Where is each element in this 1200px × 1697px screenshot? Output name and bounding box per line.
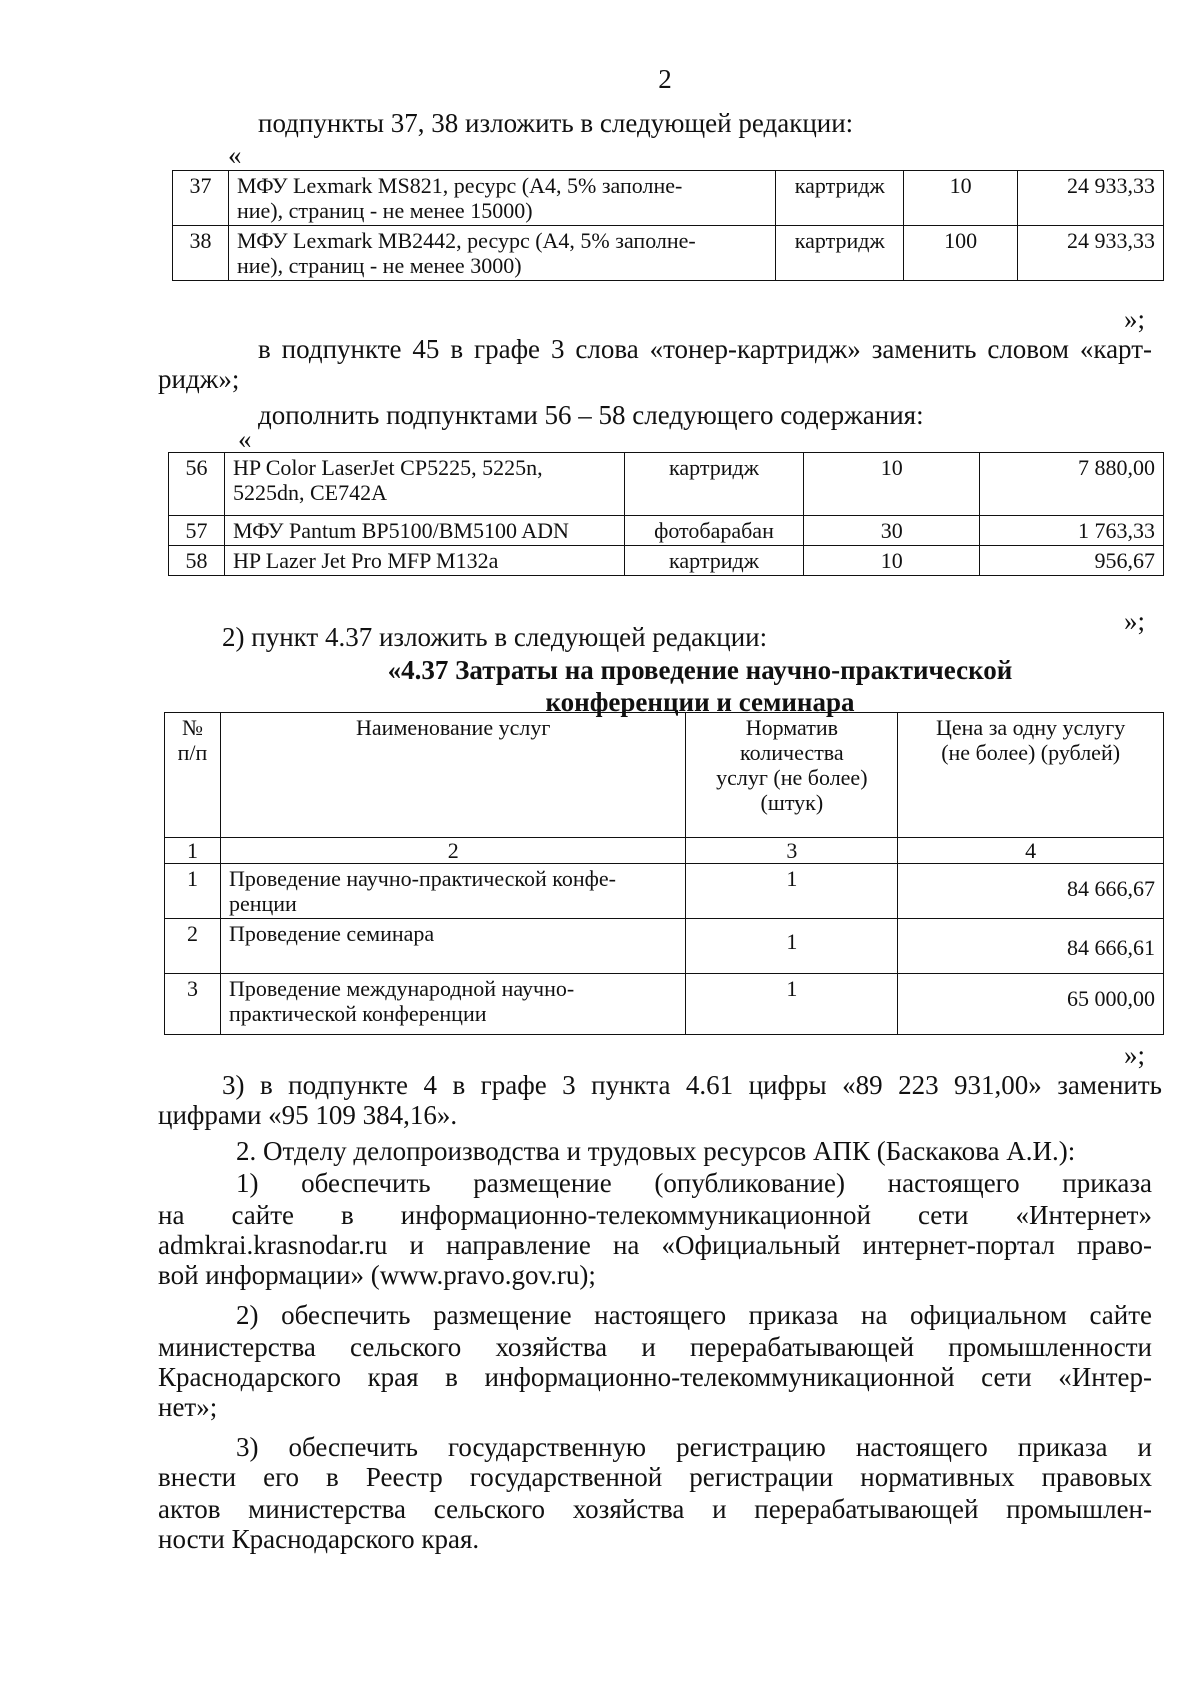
- table-row: [169, 453, 1164, 516]
- cell-unit: картридж: [624, 453, 804, 516]
- cell-price: 956,67: [980, 546, 1164, 576]
- cell-num: 3: [165, 974, 221, 1035]
- name-line: МФУ Lexmark MB2442, ресурс (А4, 5% заполне-: [236, 228, 696, 253]
- cell-price: 7 880,00: [980, 453, 1164, 516]
- para-c-line4: ности Краснодарского края.: [158, 1524, 480, 1554]
- cell-num: 57: [169, 516, 225, 546]
- para-45-line2: ридж»;: [158, 364, 240, 394]
- colnum-2: 2: [220, 838, 685, 864]
- para-b-line1: 2) обеспечить размещение настоящего приказа на официальном сайте: [236, 1300, 1152, 1330]
- colnum-3: 3: [686, 838, 898, 864]
- cell-name: Проведение семинара: [220, 919, 685, 974]
- header-name: Наименование услуг: [220, 713, 685, 838]
- title-line2: конференции и семинара: [545, 687, 855, 717]
- table-row: [169, 546, 1164, 576]
- cell-unit: картридж: [776, 226, 904, 281]
- para-3-line2: цифрами «95 109 384,16».: [158, 1100, 458, 1130]
- table-row: [173, 226, 1164, 281]
- name-line: ние), страниц - не менее 15000): [236, 198, 533, 223]
- table-row: [165, 974, 1164, 1035]
- cell-price: 1 763,33: [980, 516, 1164, 546]
- name-line: 5225dn, CE742A: [232, 480, 387, 505]
- close-quote-1: »;: [1124, 304, 1146, 334]
- cell-name: [228, 226, 775, 281]
- cell-qty: 100: [904, 226, 1018, 281]
- cell-num: 56: [169, 453, 225, 516]
- name-line: МФУ Lexmark MS821, ресурс (А4, 5% заполне-: [236, 173, 683, 198]
- page-number: 2: [658, 64, 672, 94]
- section-title: [250, 654, 1150, 718]
- para-b-line4: нет»;: [158, 1392, 218, 1422]
- cell-qty: 10: [804, 546, 980, 576]
- para-dept: 2. Отделу делопроизводства и трудовых ресурсов АПК (Баскакова А.И.):: [236, 1136, 1076, 1166]
- para-c-line1: 3) обеспечить государственную регистрацию настоящего приказа и: [236, 1432, 1152, 1462]
- close-quote-3: »;: [1124, 1040, 1146, 1070]
- cell-qty: 1: [686, 919, 898, 974]
- open-quote-2: «: [238, 424, 252, 454]
- cell-price: 24 933,33: [1018, 171, 1164, 226]
- table-header-row: [165, 713, 1164, 838]
- intro-37-38: подпункты 37, 38 изложить в следующей редакции:: [258, 108, 854, 138]
- cell-unit: картридж: [624, 546, 804, 576]
- cell-price: 84 666,61: [898, 919, 1164, 974]
- colnum-1: 1: [165, 838, 221, 864]
- para-a-line4: вой информации» (www.pravo.gov.ru);: [158, 1260, 596, 1290]
- open-quote-1: «: [228, 140, 242, 170]
- para-b-line2: министерства сельского хозяйства и перерабатывающей промышленности: [158, 1332, 1152, 1362]
- cell-name: МФУ Pantum BP5100/BM5100 ADN: [224, 516, 624, 546]
- cell-price: 24 933,33: [1018, 226, 1164, 281]
- table-row: [165, 919, 1164, 974]
- cell-name: Проведение международной научно- практической конференции: [220, 974, 685, 1035]
- cell-num: 38: [173, 226, 229, 281]
- cell-name: HP Lazer Jet Pro MFP M132a: [224, 546, 624, 576]
- cell-qty: 30: [804, 516, 980, 546]
- intro-56-58: дополнить подпунктами 56 – 58 следующего содержания:: [258, 400, 924, 430]
- para-a-line1: 1) обеспечить размещение (опубликование) настоящего приказа: [236, 1168, 1152, 1198]
- table-services: [164, 712, 1164, 1035]
- cell-price: 65 000,00: [898, 974, 1164, 1035]
- cell-num: 1: [165, 864, 221, 919]
- table-row: [165, 864, 1164, 919]
- cell-qty: 1: [686, 974, 898, 1035]
- table-colnum-row: [165, 838, 1164, 864]
- cell-num: 37: [173, 171, 229, 226]
- close-quote-2: »;: [1124, 606, 1146, 636]
- table-cartridges-56-58: [168, 452, 1164, 576]
- cell-name: [224, 453, 624, 516]
- cell-num: 2: [165, 919, 221, 974]
- cell-qty: 10: [804, 453, 980, 516]
- name-line: HP Color LaserJet CP5225, 5225n,: [232, 455, 543, 480]
- para-c-line3: актов министерства сельского хозяйства и перерабатывающей промышлен-: [158, 1494, 1152, 1524]
- para-c-line2: внести его в Реестр государственной регистрации нормативных правовых: [158, 1462, 1152, 1492]
- colnum-4: 4: [898, 838, 1164, 864]
- name-line: ние), страниц - не менее 3000): [236, 253, 522, 278]
- cell-num: 58: [169, 546, 225, 576]
- point-4-37: 2) пункт 4.37 изложить в следующей редакции:: [222, 622, 768, 652]
- para-a-line2: на сайте в информационно-телекоммуникационной сети «Интернет»: [158, 1200, 1152, 1230]
- cell-qty: 10: [904, 171, 1018, 226]
- header-num: № п/п: [165, 713, 221, 838]
- cell-unit: фотобарабан: [624, 516, 804, 546]
- cell-unit: картридж: [776, 171, 904, 226]
- title-line1: «4.37 Затраты на проведение научно-практической: [387, 655, 1013, 685]
- para-45-line1: в подпункте 45 в графе 3 слова «тонер-картридж» заменить словом «карт-: [258, 334, 1152, 364]
- para-a-line3: admkrai.krasnodar.ru и направление на «Официальный интернет-портал право-: [158, 1230, 1152, 1260]
- cell-name: Проведение научно-практической конфе- ренции: [220, 864, 685, 919]
- cell-price: 84 666,67: [898, 864, 1164, 919]
- para-b-line3: Краснодарского края в информационно-телекоммуникационной сети «Интер-: [158, 1362, 1152, 1392]
- table-row: [169, 516, 1164, 546]
- table-cartridges-37-38: [172, 170, 1164, 281]
- cell-name: [228, 171, 775, 226]
- header-norm: Норматив количества услуг (не более) (штук): [686, 713, 898, 838]
- para-3-line1: 3) в подпункте 4 в графе 3 пункта 4.61 цифры «89 223 931,00» заменить: [222, 1070, 1162, 1100]
- cell-qty: 1: [686, 864, 898, 919]
- table-row: [173, 171, 1164, 226]
- header-price: Цена за одну услугу (не более) (рублей): [898, 713, 1164, 838]
